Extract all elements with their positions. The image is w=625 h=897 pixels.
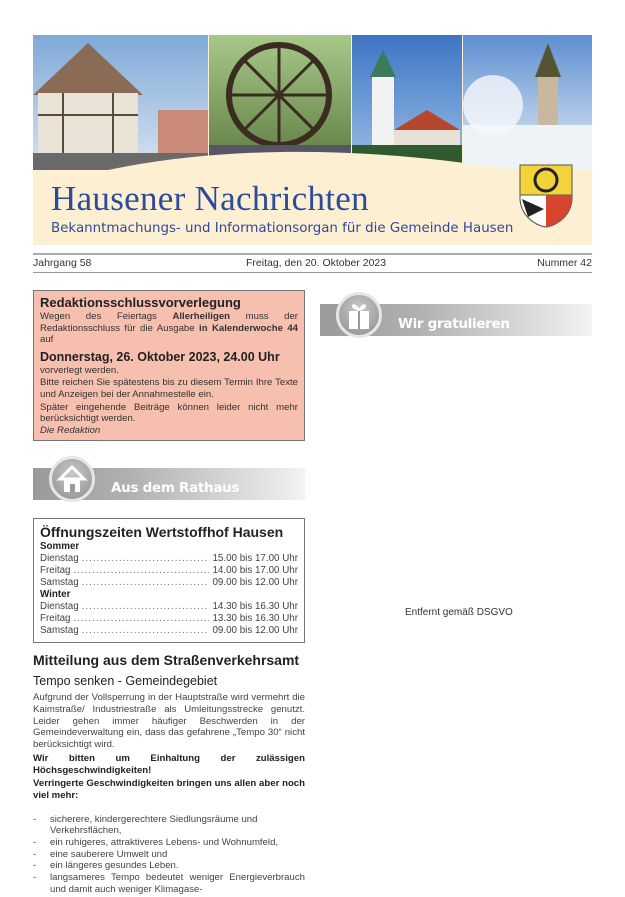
notice-signature: Die Redaktion [40, 424, 101, 436]
hours-row: Freitag ..... 14.00 bis 17.00 Uhr [40, 565, 298, 577]
season-winter [40, 589, 298, 637]
list-item: - ein ruhigeres, attraktiveres Lebens- und Wohnumfeld, [33, 837, 305, 849]
hours-row: Samstag ..... 09.00 bis 12.00 Uhr [40, 577, 298, 589]
article-body [33, 692, 305, 895]
newspaper-subtitle: Bekanntmachungs- und Informationsorgan für die Gemeinde Hausen [51, 221, 514, 236]
list-item: - sicherere, kindergerechtere Siedlungsräume und Verkehrsflächen, [33, 814, 305, 837]
left-column [33, 290, 305, 896]
masthead [33, 35, 592, 245]
banner-label: Aus dem Rathaus [111, 480, 240, 497]
article-bold-paragraph: Wir bitten um Einhaltung der zulässigen Höchsgeschwindigkeiten! [33, 752, 305, 776]
banner-label: Wir gratulieren [398, 316, 510, 332]
season-label: Winter [40, 589, 71, 601]
list-item: - ein längeres gesundes Leben. [33, 860, 305, 872]
gift-icon [336, 292, 382, 338]
newspaper-title: Hausener Nachrichten [51, 179, 369, 218]
volume-label: Jahrgang 58 [33, 257, 92, 269]
list-item: - langsameres Tempo bedeutet weniger Energieverbrauch und damit auch weniger Klimagase- [33, 872, 305, 895]
notice-paragraph: Später eingehende Beiträge können leider nicht mehr berücksichtigt werden. [40, 401, 298, 425]
notice-paragraph: Bitte reichen Sie spätestens bis zu diesem Termin Ihre Texte und Anzeigen bei der Annahmestelle ein. [40, 377, 298, 400]
article-subheading: Tempo senken - Gemeindegebiet [33, 674, 218, 689]
deadline-notice-box [33, 290, 305, 441]
article-bold-paragraph: Verringerte Geschwindigkeiten bringen uns allen aber noch viel mehr: [33, 778, 305, 801]
notice-deadline: Donnerstag, 26. Oktober 2023, 24.00 Uhr [40, 349, 280, 364]
issue-number: Nummer 42 [537, 257, 592, 269]
hours-row: Freitag ..... 13.30 bis 16.30 Uhr [40, 613, 298, 625]
section-banner-gratulieren [320, 296, 592, 338]
issue-date: Freitag, den 20. Oktober 2023 [246, 257, 387, 269]
house-icon [49, 456, 95, 502]
notice-paragraph: vorverlegt werden. [40, 364, 119, 376]
article-heading: Mitteilung aus dem Straßenverkehrsamt [33, 652, 300, 669]
article-paragraph: Aufgrund der Vollsperrung in der Hauptstraße wird vermehrt die Kaimstraße/ Industriestraße als Umleitungsstrecke genutzt. Leider gehen immer häufiger Beschwerden in der Gemeindeverwaltung ein, dass das gefahrene „Tempo 30“ nicht berücksichtigt wird. [33, 692, 305, 751]
opening-hours-title: Öffnungszeiten Wertstoffhof Hausen [40, 524, 284, 541]
removed-content-notice: Entfernt gemäß DSGVO [405, 607, 513, 618]
season-summer [40, 541, 298, 589]
hours-row: Dienstag ..... 15.00 bis 17.00 Uhr [40, 553, 298, 565]
coat-of-arms-icon [518, 163, 574, 229]
benefits-list [33, 814, 305, 896]
hours-row: Samstag ..... 09.00 bis 12.00 Uhr [40, 625, 298, 637]
season-label: Sommer [40, 541, 80, 553]
list-item: - eine sauberere Umwelt und [33, 849, 305, 861]
hours-row: Dienstag ..... 14.30 bis 16.30 Uhr [40, 601, 298, 613]
opening-hours-box [33, 518, 305, 643]
notice-title: Redaktionsschlussvorverlegung [40, 295, 241, 310]
section-banner-rathaus [33, 460, 305, 502]
notice-paragraph: Wegen des Feiertags Allerheiligen muss der Redaktionsschluss für die Ausgabe in Kalenderwoche 44 auf [40, 311, 299, 346]
